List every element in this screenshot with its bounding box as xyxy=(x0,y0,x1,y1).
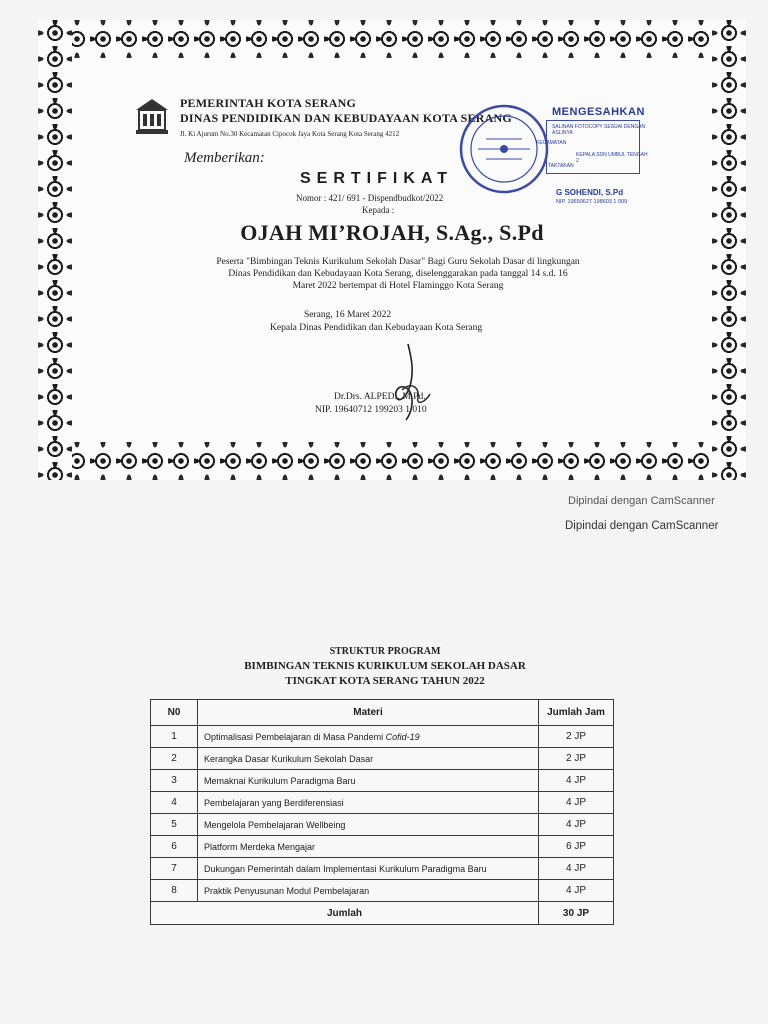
program-table xyxy=(150,699,614,925)
total-value: 30 JP xyxy=(539,902,614,925)
legalization-line: KEPALA SDN UMBUL TENGAH 2 xyxy=(576,152,648,164)
description-line: Dinas Pendidikan dan Kebudayaan Kota Serang, diselenggarakan pada tanggal 14 s.d. 16 xyxy=(228,269,568,279)
table-row xyxy=(151,836,614,858)
materi-italic-text: Cofid-19 xyxy=(385,731,420,742)
ornamental-border-top xyxy=(38,20,746,58)
program-title xyxy=(32,644,738,689)
cell-materi: Praktik Penyusunan Modul Pembelajaran xyxy=(198,880,539,902)
table-row xyxy=(151,880,614,902)
legalization-line: SALINAN FOTOCOPY SESUAI DENGAN ASLINYA xyxy=(552,124,646,136)
table-header-row xyxy=(151,700,614,726)
to-label: Kepada : xyxy=(362,205,395,215)
description-line: Peserta "Bimbingan Teknis Kurikulum Sekolah Dasar" Bagi Guru Sekolah Dasar di lingkungan xyxy=(216,257,580,267)
legalization-title: MENGESAHKAN xyxy=(552,106,645,118)
legalization-line: TAKTAKAN xyxy=(548,163,574,169)
description-line: Maret 2022 bertempat di Hotel Flaminggo Kota Serang xyxy=(292,281,504,291)
signatory-title: Kepala Dinas Pendidikan dan Kebudayaan Kota Serang xyxy=(270,323,483,333)
cell-jam: 2 JP xyxy=(539,748,614,770)
ornamental-border-bottom xyxy=(38,442,746,480)
cell-jam: 4 JP xyxy=(539,880,614,902)
cell-no: 8 xyxy=(151,880,198,902)
certificate-number: Nomor : 421/ 691 - Dispendbudkot/2022 xyxy=(296,193,444,203)
cell-no: 6 xyxy=(151,836,198,858)
cell-jam: 4 JP xyxy=(539,792,614,814)
header-no: N0 xyxy=(151,700,198,726)
cell-materi xyxy=(198,726,539,748)
cell-jam: 4 JP xyxy=(539,858,614,880)
table-row xyxy=(151,770,614,792)
certificate-description xyxy=(158,256,638,292)
program-title-line: STRUKTUR PROGRAM xyxy=(329,646,441,657)
cell-materi: Memaknai Kurikulum Paradigma Baru xyxy=(198,770,539,792)
ornamental-border-left xyxy=(38,20,72,480)
table-total-row xyxy=(151,902,614,925)
cell-no: 5 xyxy=(151,814,198,836)
cell-materi: Pembelajaran yang Berdiferensiasi xyxy=(198,792,539,814)
certificate-title: SERTIFIKAT xyxy=(300,170,454,187)
scanner-watermark: Dipindai dengan CamScanner xyxy=(568,495,715,507)
legalization-line: KECAMATAN xyxy=(536,140,567,146)
scanner-watermark: Dipindai dengan CamScanner xyxy=(565,520,719,532)
department-address: Jl. Ki Ajurum No.30 Kecamatan Cipocok Jaya Kota Serang Kota Serang 4212 xyxy=(180,130,400,138)
signatory-nip: NIP. 19640712 199203 1 010 xyxy=(315,405,427,415)
legalization-nip: NIP. 19650627 198603 1 009 xyxy=(556,199,628,205)
cell-no: 3 xyxy=(151,770,198,792)
cell-materi: Mengelola Pembelajaran Wellbeing xyxy=(198,814,539,836)
table-row xyxy=(151,748,614,770)
cell-no: 2 xyxy=(151,748,198,770)
legalization-stamp xyxy=(508,100,648,215)
giving-label: Memberikan: xyxy=(184,150,265,166)
cell-materi: Dukungan Pemerintah dalam Implementasi Kurikulum Paradigma Baru xyxy=(198,858,539,880)
total-label: Jumlah xyxy=(151,902,539,925)
place-and-date: Serang, 16 Maret 2022 xyxy=(304,310,392,320)
program-structure-page xyxy=(32,552,732,1024)
cell-jam: 4 JP xyxy=(539,770,614,792)
cell-no: 4 xyxy=(151,792,198,814)
cell-no: 1 xyxy=(151,726,198,748)
program-title-line: TINGKAT KOTA SERANG TAHUN 2022 xyxy=(285,675,485,687)
table-row xyxy=(151,792,614,814)
table-row xyxy=(151,858,614,880)
table-row xyxy=(151,726,614,748)
cell-jam: 2 JP xyxy=(539,726,614,748)
government-name: PEMERINTAH KOTA SERANG xyxy=(180,96,356,110)
cell-materi: Platform Merdeka Mengajar xyxy=(198,836,539,858)
program-title-line: BIMBINGAN TEKNIS KURIKULUM SEKOLAH DASAR xyxy=(244,660,526,672)
cell-jam: 4 JP xyxy=(539,814,614,836)
cell-materi: Kerangka Dasar Kurikulum Sekolah Dasar xyxy=(198,748,539,770)
header-materi: Materi xyxy=(198,700,539,726)
header-jumlah-jam: Jumlah Jam xyxy=(539,700,614,726)
legalization-name: G SOHENDI, S.Pd xyxy=(556,188,624,197)
cell-no: 7 xyxy=(151,858,198,880)
cell-jam: 6 JP xyxy=(539,836,614,858)
ornamental-border-right xyxy=(712,20,746,480)
signatory-name: Dr.Drs. ALPEDI, M.Pd. xyxy=(334,392,426,402)
department-name: DINAS PENDIDIKAN DAN KEBUDAYAAN KOTA SERANG xyxy=(180,111,512,125)
materi-text: Optimalisasi Pembelajaran di Masa Pandemi xyxy=(204,731,384,742)
recipient-name: OJAH MI’ROJAH, S.Ag., S.Pd xyxy=(240,220,544,245)
certificate-page xyxy=(38,20,746,480)
city-emblem-icon xyxy=(134,96,170,136)
table-row xyxy=(151,814,614,836)
